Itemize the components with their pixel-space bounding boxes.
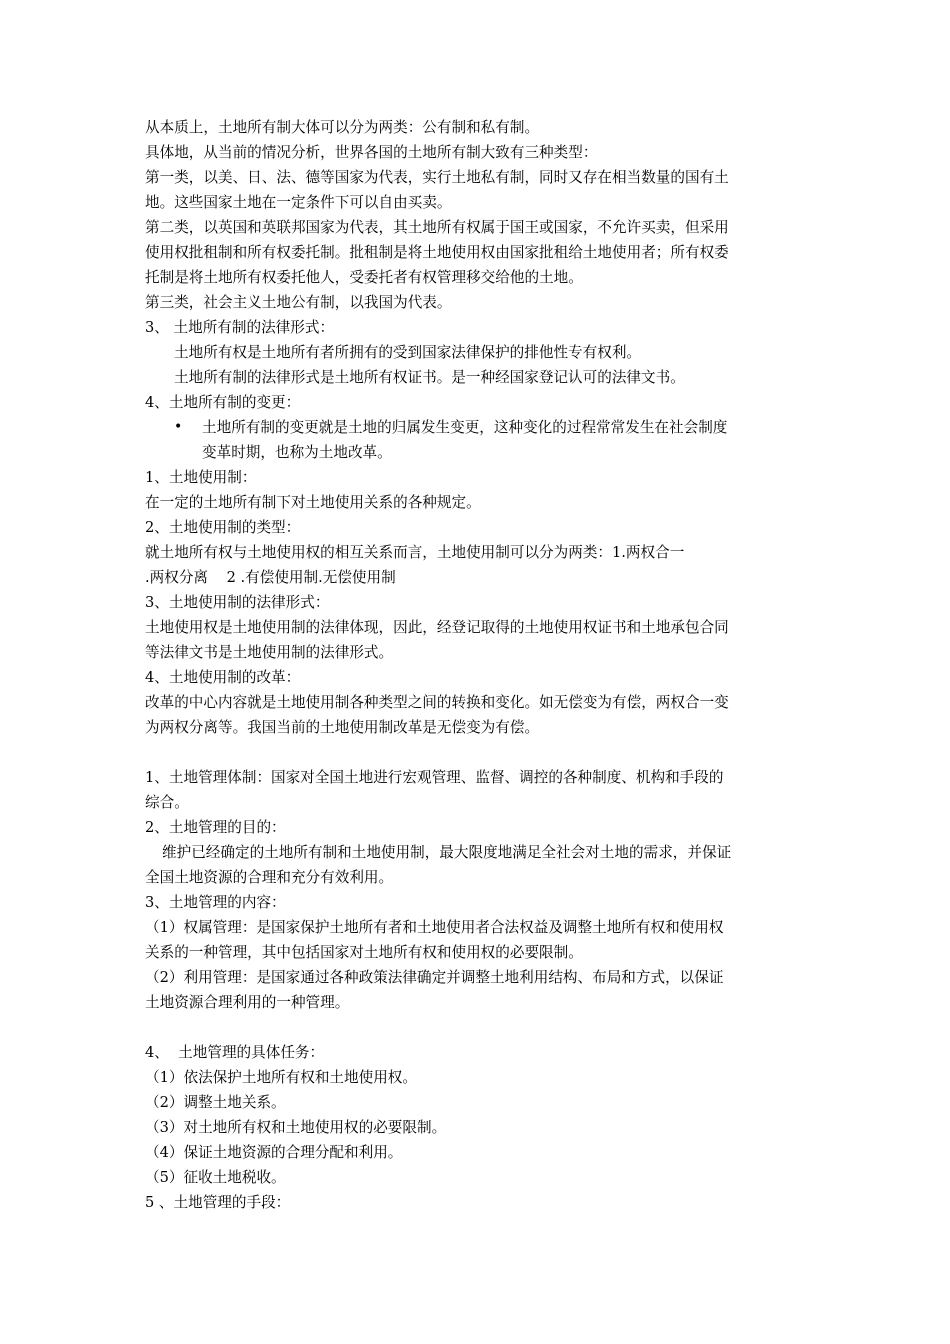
text-line: 维护已经确定的土地所有制和土地使用制，最大限度地满足全社会对土地的需求，并保证 bbox=[162, 844, 732, 861]
section-heading: 2、土地使用制的类型： bbox=[145, 519, 301, 536]
section-heading: 4、 土地管理的具体任务： bbox=[145, 1044, 325, 1061]
text-line: 土地所有权是土地所有者所拥有的受到国家法律保护的排他性专有权利。 bbox=[174, 344, 642, 361]
section-heading: 1、土地使用制： bbox=[145, 469, 257, 486]
section-heading: 2、土地管理的目的： bbox=[145, 819, 286, 836]
text-line: 改革的中心内容就是土地使用制各种类型之间的转换和变化。如无偿变为有偿，两权合一变 bbox=[145, 694, 729, 711]
text-line: 具体地，从当前的情况分析，世界各国的土地所有制大致有三种类型： bbox=[145, 144, 598, 161]
list-item: （2）调整土地关系。 bbox=[145, 1094, 286, 1111]
section-heading: 5 、土地管理的手段： bbox=[145, 1194, 291, 1211]
list-item: （1）依法保护土地所有权和土地使用权。 bbox=[145, 1069, 417, 1086]
text-line: 从本质上，土地所有制大体可以分为两类：公有制和私有制。 bbox=[145, 119, 540, 136]
bullet-marker: • bbox=[174, 419, 183, 435]
section-heading: 3、土地管理的内容： bbox=[145, 894, 286, 911]
text-line: 土地所有制的法律形式是土地所有权证书。是一种经国家登记认可的法律文书。 bbox=[174, 369, 685, 386]
text-line: 1、土地管理体制：国家对全国土地进行宏观管理、监督、调控的各种制度、机构和手段的 bbox=[145, 769, 724, 786]
text-line: （1）权属管理：是国家保护土地所有者和土地使用者合法权益及调整土地所有权和使用权 bbox=[145, 919, 724, 936]
text-line: 第二类，以英国和英联邦国家为代表，其土地所有权属于国王或国家，不允许买卖，但采用 bbox=[145, 219, 729, 236]
text-line: 地。这些国家土地在一定条件下可以自由买卖。 bbox=[145, 194, 452, 211]
text-line: 为两权分离等。我国当前的土地使用制改革是无偿变为有偿。 bbox=[145, 719, 540, 736]
text-line: 土地资源合理利用的一种管理。 bbox=[145, 994, 350, 1011]
text-line: .两权分离 2 .有偿使用制.无偿使用制 bbox=[145, 569, 396, 586]
text-line: 第一类，以美、日、法、德等国家为代表，实行土地私有制，同时又存在相当数量的国有土 bbox=[145, 169, 729, 186]
text-line: （2）利用管理：是国家通过各种政策法律确定并调整土地利用结构、布局和方式，以保证 bbox=[145, 969, 724, 986]
section-heading: 4、土地使用制的改革： bbox=[145, 669, 301, 686]
list-item: （4）保证土地资源的合理分配和利用。 bbox=[145, 1144, 403, 1161]
text-line: 等法律文书是土地使用制的法律形式。 bbox=[145, 644, 394, 661]
section-heading: 3、土地使用制的法律形式： bbox=[145, 594, 330, 611]
section-heading: 3、 土地所有制的法律形式： bbox=[145, 319, 335, 336]
text-line: 综合。 bbox=[145, 794, 189, 811]
text-line: 托制是将土地所有权委托他人，受委托者有权管理移交给他的土地。 bbox=[145, 269, 583, 286]
text-line: 使用权批租制和所有权委托制。批租制是将土地使用权由国家批租给土地使用者；所有权委 bbox=[145, 244, 729, 261]
text-line: 土地使用权是土地使用制的法律体现，因此，经登记取得的土地使用权证书和土地承包合同 bbox=[145, 619, 729, 636]
text-line: 关系的一种管理，其中包括国家对土地所有权和使用权的必要限制。 bbox=[145, 944, 583, 961]
text-line: 第三类，社会主义土地公有制，以我国为代表。 bbox=[145, 294, 452, 311]
text-line: 就土地所有权与土地使用权的相互关系而言，土地使用制可以分为两类：1.两权合一 bbox=[145, 544, 685, 561]
list-item: （5）征收土地税收。 bbox=[145, 1169, 286, 1186]
text-line: 在一定的土地所有制下对土地使用关系的各种规定。 bbox=[145, 494, 481, 511]
text-line: 全国土地资源的合理和充分有效利用。 bbox=[145, 869, 394, 886]
list-item: （3）对土地所有权和土地使用权的必要限制。 bbox=[145, 1119, 447, 1136]
bullet-text: 土地所有制的变更就是土地的归属发生变更，这种变化的过程常常发生在社会制度 bbox=[202, 419, 728, 436]
section-heading: 4、土地所有制的变更： bbox=[145, 394, 301, 411]
bullet-text: 变革时期，也称为土地改革。 bbox=[202, 444, 392, 461]
